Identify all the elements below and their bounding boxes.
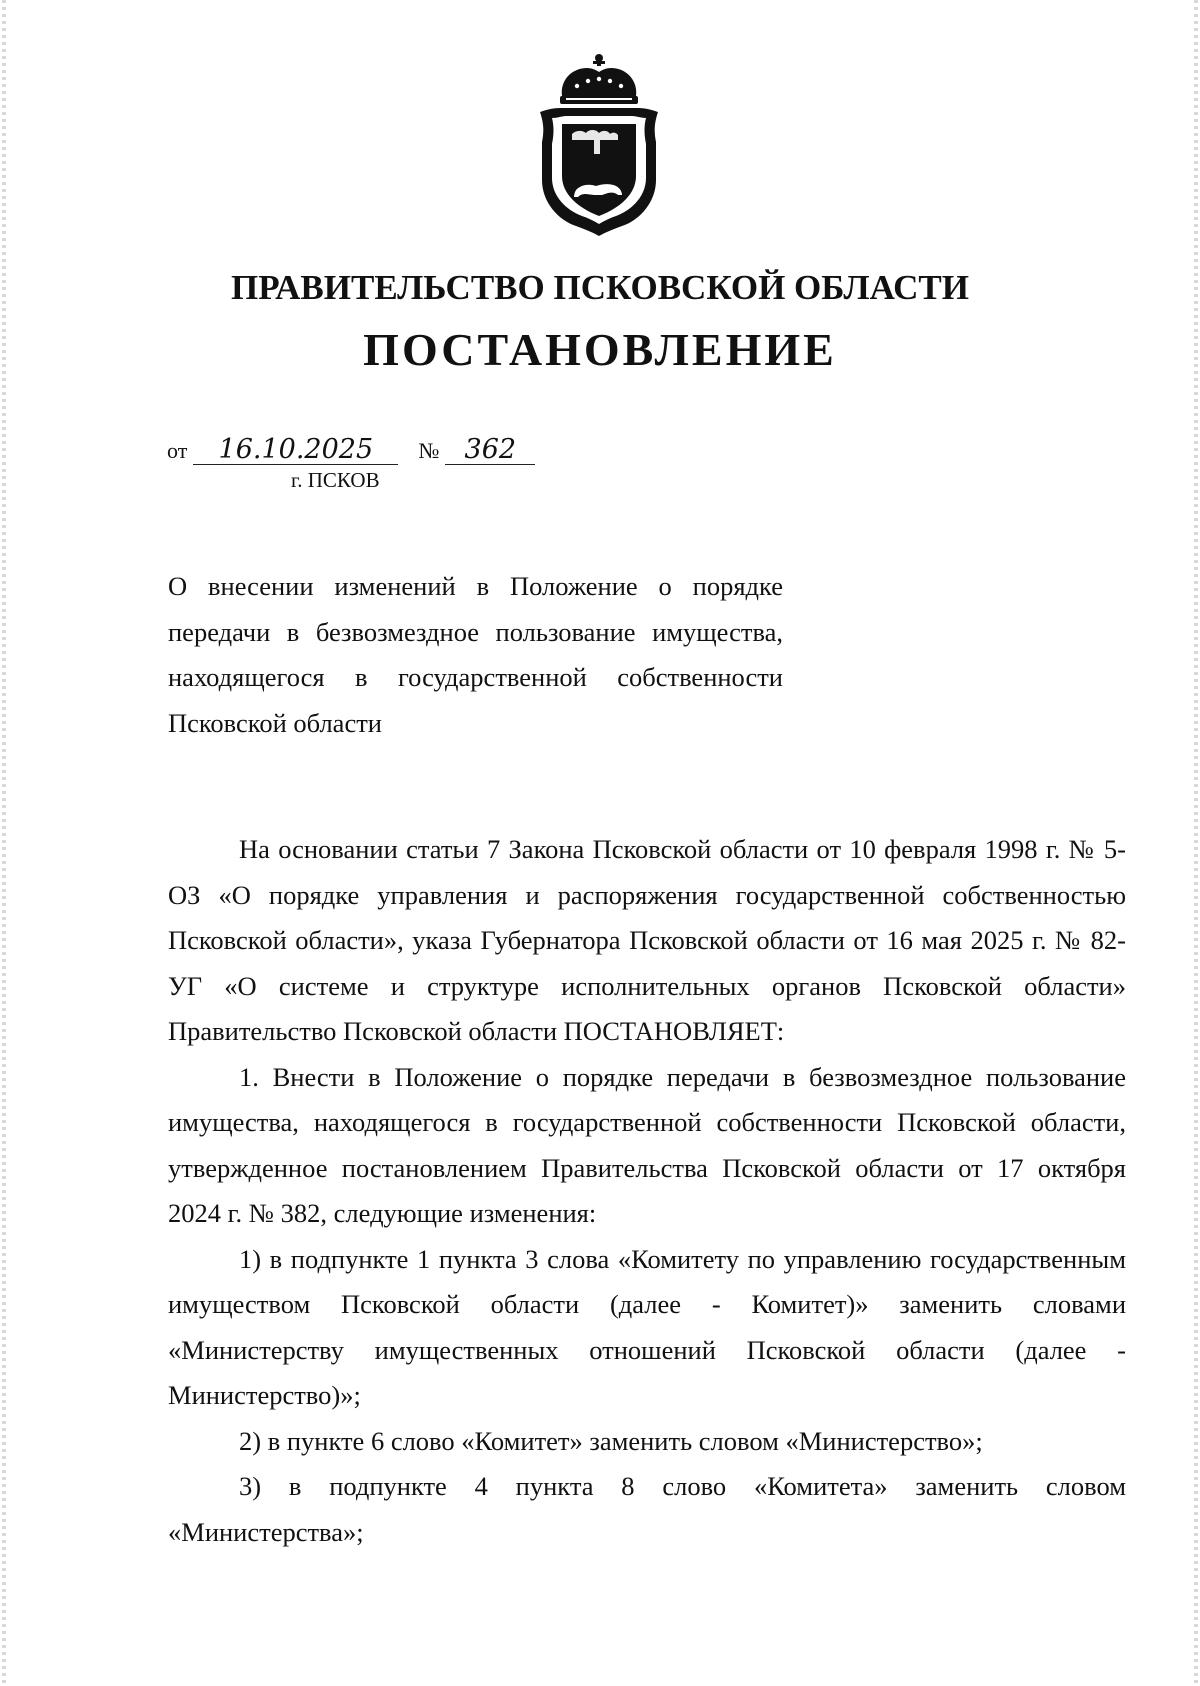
body-paragraph: На основании статьи 7 Закона Псковской области от 10 февраля 1998 г. № 5-ОЗ «О порядке управления и распоряжения государственной собственностью Псковской области», указа Губернатора Псковской области от 16 мая 2025 г. № 82-УГ «О системе и структуре исполнительных органов Псковской области» Правительство Псковской области ПОСТАНОВЛЯЕТ: [168,834,1126,1046]
document-date: 16.10.2025 [193,436,398,465]
body-paragraph: 1. Внести в Положение о порядке передачи в безвозмездное пользование имущества, находящегося в государственной собственности Псковской области, утвержденное постановлением Правительства Псковской области от 17 октября 2024 г. № 382, следующие изменения: [168,1061,1126,1228]
organization-title: ПРАВИТЕЛЬСТВО ПСКОВСКОЙ ОБЛАСТИ [231,268,969,307]
pskov-coat-of-arms-icon [532,52,666,238]
scan-edge-left [2,0,6,1686]
date-number-line [167,436,535,465]
body-paragraph: 3) в подпункте 4 пункта 8 слово «Комитета» заменить словом «Министерства»; [168,1471,1126,1547]
body-paragraph: 2) в пункте 6 слово «Комитет» заменить словом «Министерство»; [239,1425,983,1456]
scan-edge-right [1194,0,1198,1686]
number-label: № [418,438,440,463]
document-subject: О внесении изменений в Положение о порядке передачи в безвозмездное пользование имущества, находящегося в государственной собственности Псковской области [168,571,783,738]
document-type-title: ПОСТАНОВЛЕНИЕ [363,324,837,375]
date-prefix: от [167,438,188,463]
body-paragraph: 1) в подпункте 1 пункта 3 слова «Комитету по управлению государственным имуществом Псковской области (далее - Комитет)» заменить словами «Министерству имущественных отношений Псковской области (далее - Министерство)»; [168,1243,1126,1410]
document-number: 362 [445,436,535,465]
document-body [168,827,1126,1555]
city-label: г. ПСКОВ [291,468,380,492]
